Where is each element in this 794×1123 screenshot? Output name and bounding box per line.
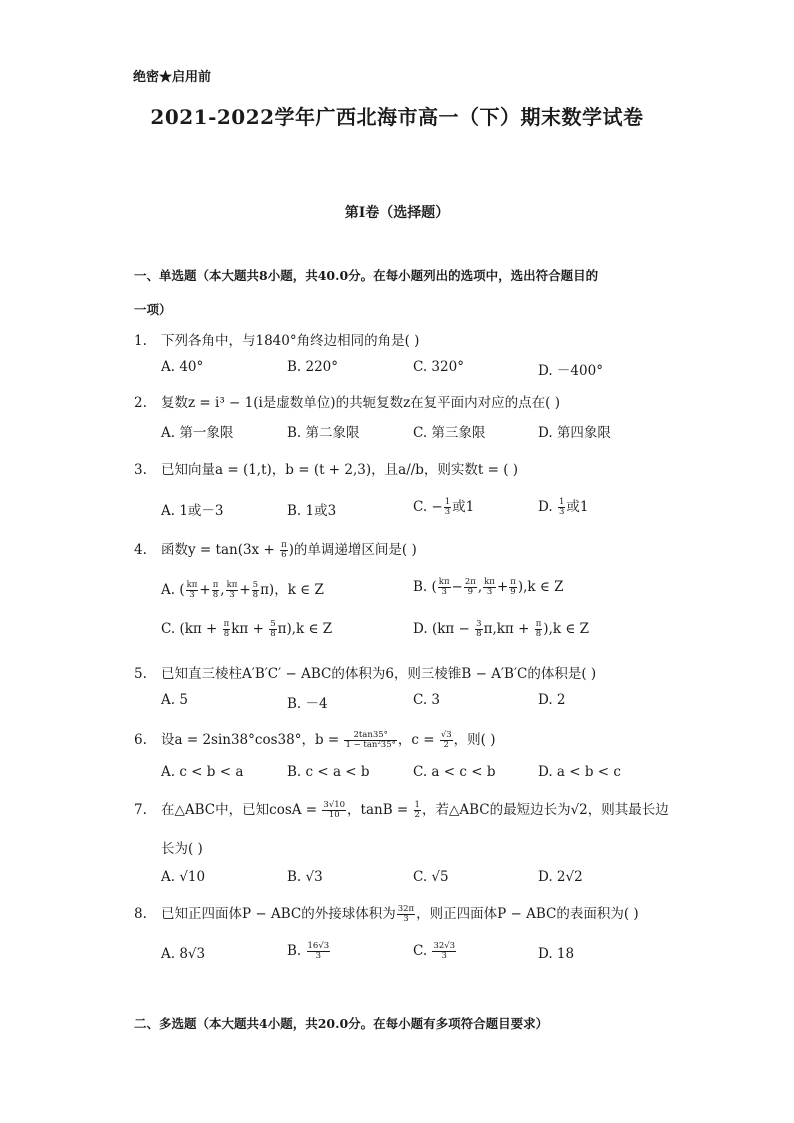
question-number: 7. <box>134 802 147 818</box>
numerator: kπ <box>438 577 450 587</box>
expr: (kπ − <box>431 620 475 637</box>
question-number: 8. <box>134 906 147 922</box>
question-stem: 函数y = tan(3x + <box>161 542 280 558</box>
q6-option-d: D. a < b < c <box>538 764 621 780</box>
option-prefix: C. <box>413 942 432 959</box>
question-7 <box>134 798 669 820</box>
expr: − <box>451 578 463 595</box>
denominator: 6 <box>281 550 287 560</box>
q5-option-c: C. 3 <box>413 692 441 708</box>
denominator: 8 <box>476 628 482 639</box>
question-stem: ，若△ABC的最短边长为√2，则其最长边 <box>421 802 669 818</box>
fraction <box>414 801 421 820</box>
fraction <box>464 578 477 597</box>
denominator: 1 − tan²35° <box>345 740 396 750</box>
denominator: 3 <box>558 507 565 517</box>
q8-option-c <box>413 942 457 961</box>
question-stem: 下列各角中，与1840°角终边相同的角是( ) <box>161 333 420 349</box>
expr: (kπ + <box>179 620 222 637</box>
denominator: 3 <box>229 590 235 600</box>
fraction <box>444 498 451 517</box>
question-7-cont: 长为( ) <box>161 841 203 857</box>
fraction <box>475 620 482 639</box>
numerator: 32√3 <box>433 941 456 951</box>
q8-option-a: A. 8√3 <box>161 946 206 962</box>
numerator: √3 <box>440 730 452 741</box>
section1-heading-cont: 一项） <box>134 302 172 317</box>
question-stem: 设a = 2sin38°cos38°，b = <box>161 732 344 748</box>
q5-option-a: A. 5 <box>161 692 188 708</box>
option-letter: A. <box>161 582 176 598</box>
option-letter: C. <box>161 620 176 637</box>
question-number: 2. <box>134 395 147 411</box>
numerator: 2π <box>464 577 476 587</box>
q3-option-b: B. 1或3 <box>287 503 337 519</box>
question-3 <box>134 458 518 478</box>
option-tail: 或1 <box>566 499 589 515</box>
fraction <box>535 620 543 639</box>
q1-option-c: C. 320° <box>413 359 464 375</box>
numerator: 3 <box>476 619 482 629</box>
question-number: 6. <box>134 732 147 748</box>
fraction <box>483 578 496 597</box>
expr: ),k ∈ Z <box>543 620 589 637</box>
numerator: kπ <box>484 577 495 587</box>
expr: π)，k ∈ Z <box>260 582 324 598</box>
fraction <box>558 498 565 517</box>
numerator: 5 <box>270 619 276 629</box>
expr: π,kπ + <box>483 620 534 637</box>
fraction <box>440 731 453 750</box>
fraction <box>432 942 456 961</box>
question-stem: 已知直三棱柱A′B′C′ − ABC的体积为6，则三棱锥B − A′B′C的体积是( ) <box>161 666 597 682</box>
expr: , <box>477 578 483 595</box>
numerator: 32π <box>397 904 415 915</box>
question-stem: ，则( ) <box>453 732 496 748</box>
option-prefix: C. − <box>413 499 443 515</box>
expr: ( <box>431 578 437 595</box>
question-stem: 已知正四面体P − ABC的外接球体积为 <box>161 906 396 922</box>
q2-option-b: B. 第二象限 <box>287 425 360 441</box>
q6-option-b: B. c < a < b <box>287 764 370 780</box>
q8-option-d: D. 18 <box>538 946 575 962</box>
fraction <box>212 581 220 600</box>
numerator: 2tan35° <box>344 731 396 741</box>
section2-heading: 二、多选题（本大题共4小题，共20.0分。在每小题有多项符合题目要求） <box>134 1016 549 1031</box>
denominator: 8 <box>252 590 259 600</box>
denominator: 3 <box>189 590 195 600</box>
question-5 <box>134 662 596 682</box>
fraction <box>226 581 239 600</box>
exam-title: 2021-2022学年广西北海市高一（下）期末数学试卷 <box>150 105 644 129</box>
expr: π),k ∈ Z <box>277 620 333 637</box>
question-2 <box>134 391 560 411</box>
expr: , <box>220 582 225 598</box>
question-stem: 已知向量a = (1,t)，b = (t + 2,3)，且a//b，则实数t = ( ) <box>161 462 519 478</box>
denominator: 3 <box>441 950 447 961</box>
question-1 <box>134 329 419 349</box>
expr: + <box>199 582 211 598</box>
expr: ),k ∈ Z <box>517 578 564 595</box>
option-letter: D. <box>413 620 428 637</box>
q1-option-b: B. 220° <box>287 359 339 375</box>
denominator: 10 <box>328 810 340 820</box>
q3-option-c <box>413 495 474 517</box>
q4-option-b <box>413 578 564 597</box>
q2-option-d: D. 第四象限 <box>538 425 611 441</box>
question-stem: 在△ABC中，已知cosA = <box>161 802 322 818</box>
fraction <box>252 581 259 600</box>
fraction <box>322 801 346 820</box>
fraction <box>269 620 276 639</box>
denominator: 3 <box>403 914 409 924</box>
question-number: 1. <box>134 333 147 349</box>
numerator: kπ <box>186 580 198 591</box>
denominator: 3 <box>486 586 493 597</box>
expr: + <box>496 578 509 595</box>
numerator: 1 <box>558 497 565 508</box>
denominator: 8 <box>223 628 230 639</box>
q4-option-c <box>161 620 332 639</box>
expr: + <box>239 582 251 598</box>
numerator: π <box>535 619 542 629</box>
fraction <box>186 581 199 600</box>
option-letter: B. <box>413 578 428 595</box>
option-prefix: D. <box>538 499 557 515</box>
q3-option-d <box>538 495 588 517</box>
numerator: π <box>281 540 287 551</box>
option-tail: 或1 <box>452 499 475 515</box>
fraction <box>280 541 288 560</box>
expr: ( <box>179 582 185 598</box>
question-6 <box>134 728 495 750</box>
denominator: 8 <box>212 590 219 600</box>
fraction <box>509 578 517 597</box>
fraction <box>223 620 231 639</box>
question-stem: ，则正四面体P − ABC的表面积为( ) <box>416 906 639 922</box>
q2-option-c: C. 第三象限 <box>413 425 486 441</box>
fraction <box>438 578 451 597</box>
denominator: 2 <box>414 810 420 820</box>
question-stem: ，c = <box>397 732 439 748</box>
denominator: 3 <box>315 950 322 961</box>
q7-option-a: A. √10 <box>161 869 206 885</box>
fraction <box>397 905 415 924</box>
numerator: π <box>510 577 516 587</box>
numerator: kπ <box>226 580 238 591</box>
part-title: 第I卷（选择题） <box>344 205 450 221</box>
fraction <box>307 942 331 961</box>
denominator: 8 <box>270 628 276 639</box>
question-8 <box>134 902 639 924</box>
numerator: π <box>223 619 230 629</box>
numerator: 5 <box>252 580 259 591</box>
denominator: 8 <box>535 628 542 639</box>
question-stem: 复数z = i³ − 1(i是虚数单位)的共轭复数z在复平面内对应的点在( ) <box>161 395 561 411</box>
section1-heading: 一、单选题（本大题共8小题，共40.0分。在每小题列出的选项中，选出符合题目的 <box>134 268 599 283</box>
denominator: 3 <box>441 586 447 597</box>
question-stem-tail: )的单调递增区间是( ) <box>288 542 417 558</box>
question-number: 3. <box>134 462 147 478</box>
denominator: 3 <box>444 507 451 517</box>
question-4 <box>134 538 417 560</box>
option-prefix: B. <box>287 942 306 959</box>
q2-option-a: A. 第一象限 <box>161 425 234 441</box>
q1-option-a: A. 40° <box>161 359 204 375</box>
numerator: 16√3 <box>307 941 330 951</box>
q6-option-c: C. a < c < b <box>413 764 496 780</box>
q1-option-d: D. －400° <box>538 363 603 379</box>
numerator: π <box>212 580 219 591</box>
numerator: 1 <box>414 800 420 811</box>
denominator: 9 <box>467 586 474 597</box>
q4-option-d <box>413 620 589 639</box>
q6-option-a: A. c < b < a <box>161 764 244 780</box>
expr: kπ + <box>231 620 269 637</box>
q8-option-b <box>287 942 331 961</box>
secret-label: 绝密★启用前 <box>133 70 212 85</box>
denominator: 9 <box>510 586 516 597</box>
question-number: 4. <box>134 542 147 558</box>
denominator: 2 <box>443 740 449 750</box>
q7-option-b: B. √3 <box>287 869 323 885</box>
numerator: 3√10 <box>323 800 346 811</box>
fraction <box>344 731 396 750</box>
numerator: 1 <box>444 497 451 508</box>
q5-option-d: D. 2 <box>538 692 566 708</box>
question-number: 5. <box>134 666 147 682</box>
q4-option-a <box>161 578 324 600</box>
q5-option-b: B. －4 <box>287 696 328 712</box>
question-stem: ，tanB = <box>347 802 413 818</box>
q3-option-a: A. 1或－3 <box>161 503 224 519</box>
q7-option-c: C. √5 <box>413 869 449 885</box>
q7-option-d: D. 2√2 <box>538 869 583 885</box>
